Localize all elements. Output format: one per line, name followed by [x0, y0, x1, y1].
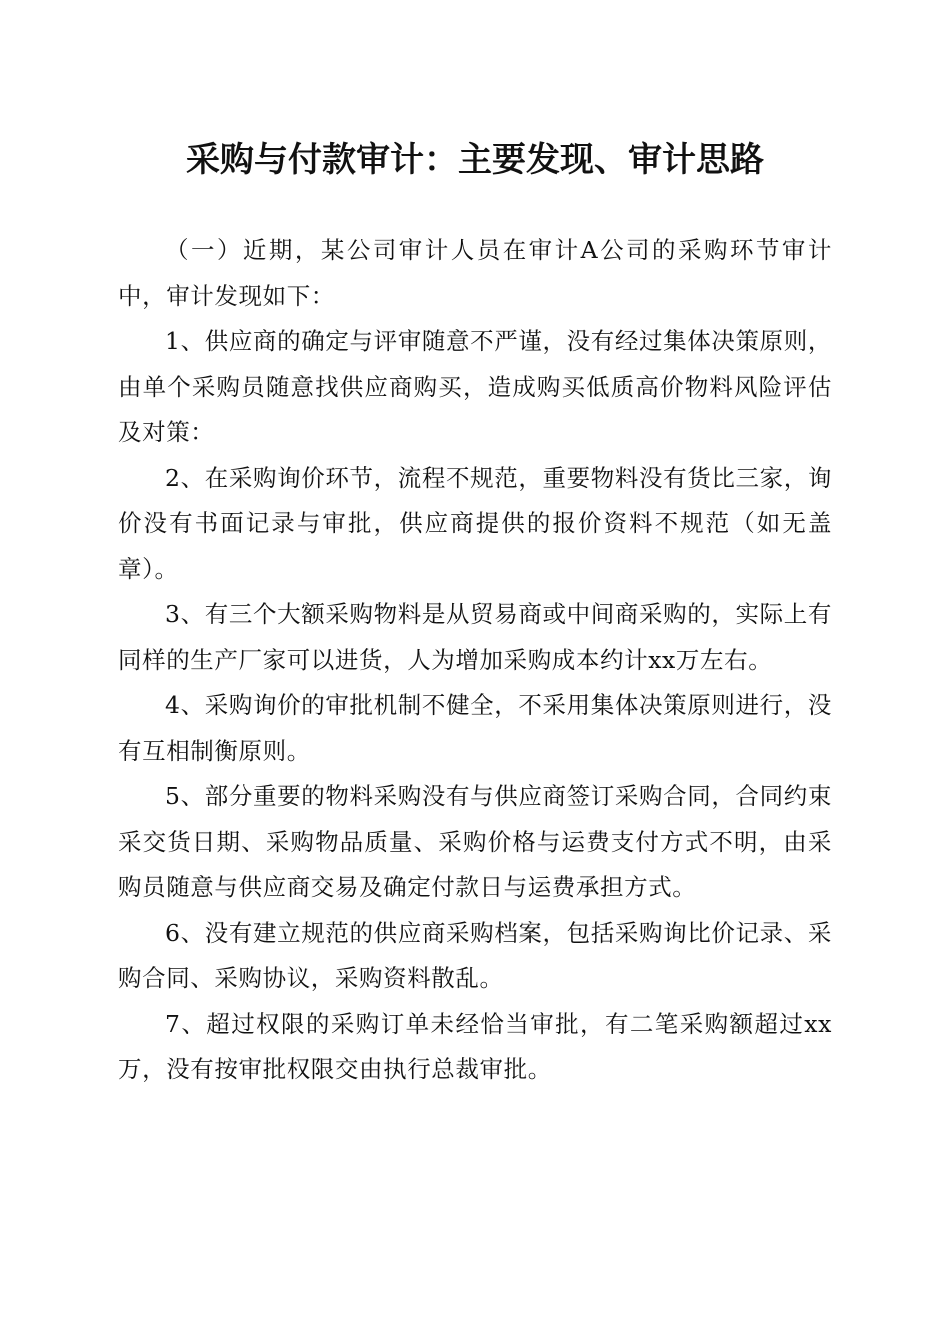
finding-paragraph-7: 7、超过权限的采购订单未经恰当审批，有二笔采购额超过xx万，没有按审批权限交由执行总裁审批。	[118, 1009, 832, 1083]
finding-paragraph-1: 1、供应商的确定与评审随意不严谨，没有经过集体决策原则，由单个采购员随意找供应商购买，造成购买低质高价物料风险评估及对策：	[118, 327, 832, 446]
finding-paragraph-6: 6、没有建立规范的供应商采购档案，包括采购询比价记录、采购合同、采购协议，采购资料散乱。	[118, 918, 832, 992]
finding-paragraph-2: 2、在采购询价环节，流程不规范，重要物料没有货比三家，询价没有书面记录与审批，供应商提供的报价资料不规范（如无盖章）。	[118, 463, 832, 583]
finding-paragraph-4: 4、采购询价的审批机制不健全，不采用集体决策原则进行，没有互相制衡原则。	[118, 691, 832, 765]
intro-paragraph: （一）近期，某公司审计人员在审计A公司的采购环节审计中，审计发现如下：	[118, 236, 832, 310]
finding-paragraph-5: 5、部分重要的物料采购没有与供应商签订采购合同，合同约束采交货日期、采购物品质量、采购价格与运费支付方式不明，由采购员随意与供应商交易及确定付款日与运费承担方式。	[118, 782, 832, 901]
document-title: 采购与付款审计：主要发现、审计思路	[186, 140, 764, 180]
document-body	[118, 228, 832, 1093]
finding-paragraph-3: 3、有三个大额采购物料是从贸易商或中间商采购的，实际上有同样的生产厂家可以进货，人为增加采购成本约计xx万左右。	[118, 600, 832, 674]
